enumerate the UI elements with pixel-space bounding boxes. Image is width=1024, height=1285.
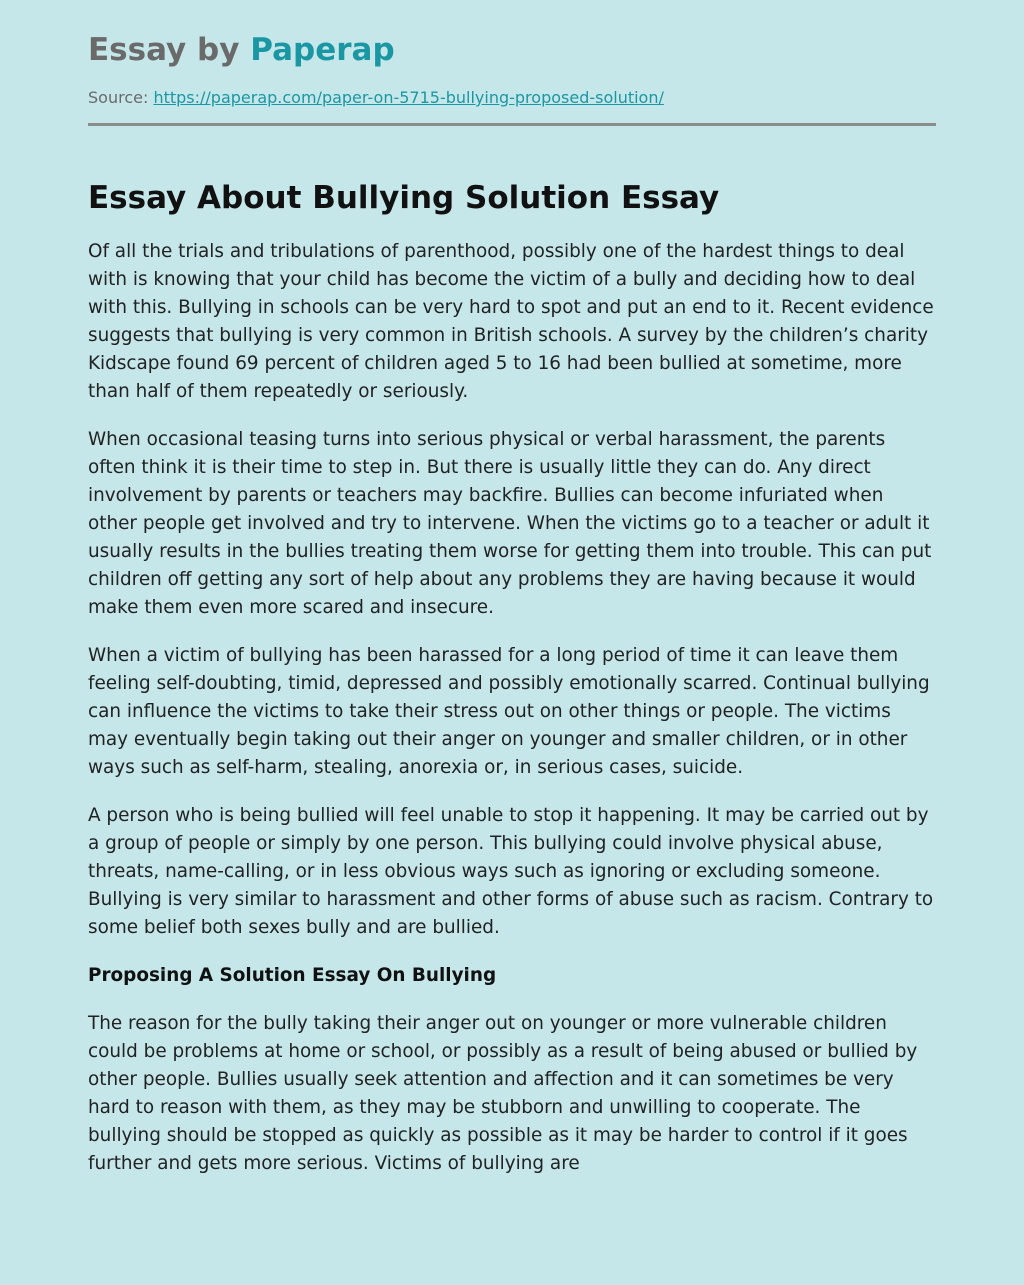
source-label: Source: (88, 88, 154, 107)
paragraph: Of all the trials and tribulations of parenthood, possibly one of the hardest things to deal with is knowing that your child has become the victim of a bully and deciding how to deal with this. Bullying in schools can be very hard to spot and put an end to it. Recent evidence suggests that bullying is very common in British schools. A survey by the children’s charity Kidscape found 69 percent of children aged 5 to 16 had been bullied at sometime, more than half of them repeatedly or seriously. (88, 241, 934, 402)
header-divider (88, 123, 936, 126)
section-subheading: Proposing A Solution Essay On Bullying (88, 965, 497, 986)
brand-name: Paperap (250, 32, 395, 68)
paragraph: When a victim of bullying has been harassed for a long period of time it can leave them feeling self-doubting, timid, depressed and possibly emotionally scarred. Continual bullying can influence the victims to take their stress out on other things or people. The victims may eventually begin taking out their anger on younger and smaller children, or in other ways such as self-harm, stealing, anorexia or, in serious cases, suicide. (88, 645, 930, 778)
brand-prefix: Essay by (88, 32, 251, 68)
paragraph: When occasional teasing turns into serious physical or verbal harassment, the parents often think it is their time to step in. But there is usually little they can do. Any direct involvement by parents or teachers may backfire. Bullies can become infuriated when other people get involved and try to intervene. When the victims go to a teacher or adult it usually results in the bullies treating them worse for getting them into trouble. This can put children off getting any sort of help about any problems they are having because it would make them even more scared and insecure. (88, 429, 932, 618)
article-title: Essay About Bullying Solution Essay (88, 180, 720, 216)
paragraph: The reason for the bully taking their anger out on younger or more vulnerable children could be problems at home or school, or possibly as a result of being abused or bullied by other people. Bullies usually seek attention and affection and it can sometimes be very hard to reason with them, as they may be stubborn and unwilling to cooperate. The bullying should be stopped as quickly as possible as it may be harder to control if it goes further and gets more serious. Victims of bullying are (88, 1013, 918, 1174)
site-brand[interactable] (88, 30, 936, 70)
source-link[interactable]: https://paperap.com/paper-on-5715-bullying-proposed-solution/ (153, 88, 664, 107)
article-body (88, 238, 936, 1178)
source-line (88, 87, 936, 109)
paragraph: A person who is being bullied will feel unable to stop it happening. It may be carried out by a group of people or simply by one person. This bullying could involve physical abuse, threats, name-calling, or in less obvious ways such as ignoring or excluding someone. Bullying is very similar to harassment and other forms of abuse such as racism. Contrary to some belief both sexes bully and are bullied. (88, 805, 934, 938)
